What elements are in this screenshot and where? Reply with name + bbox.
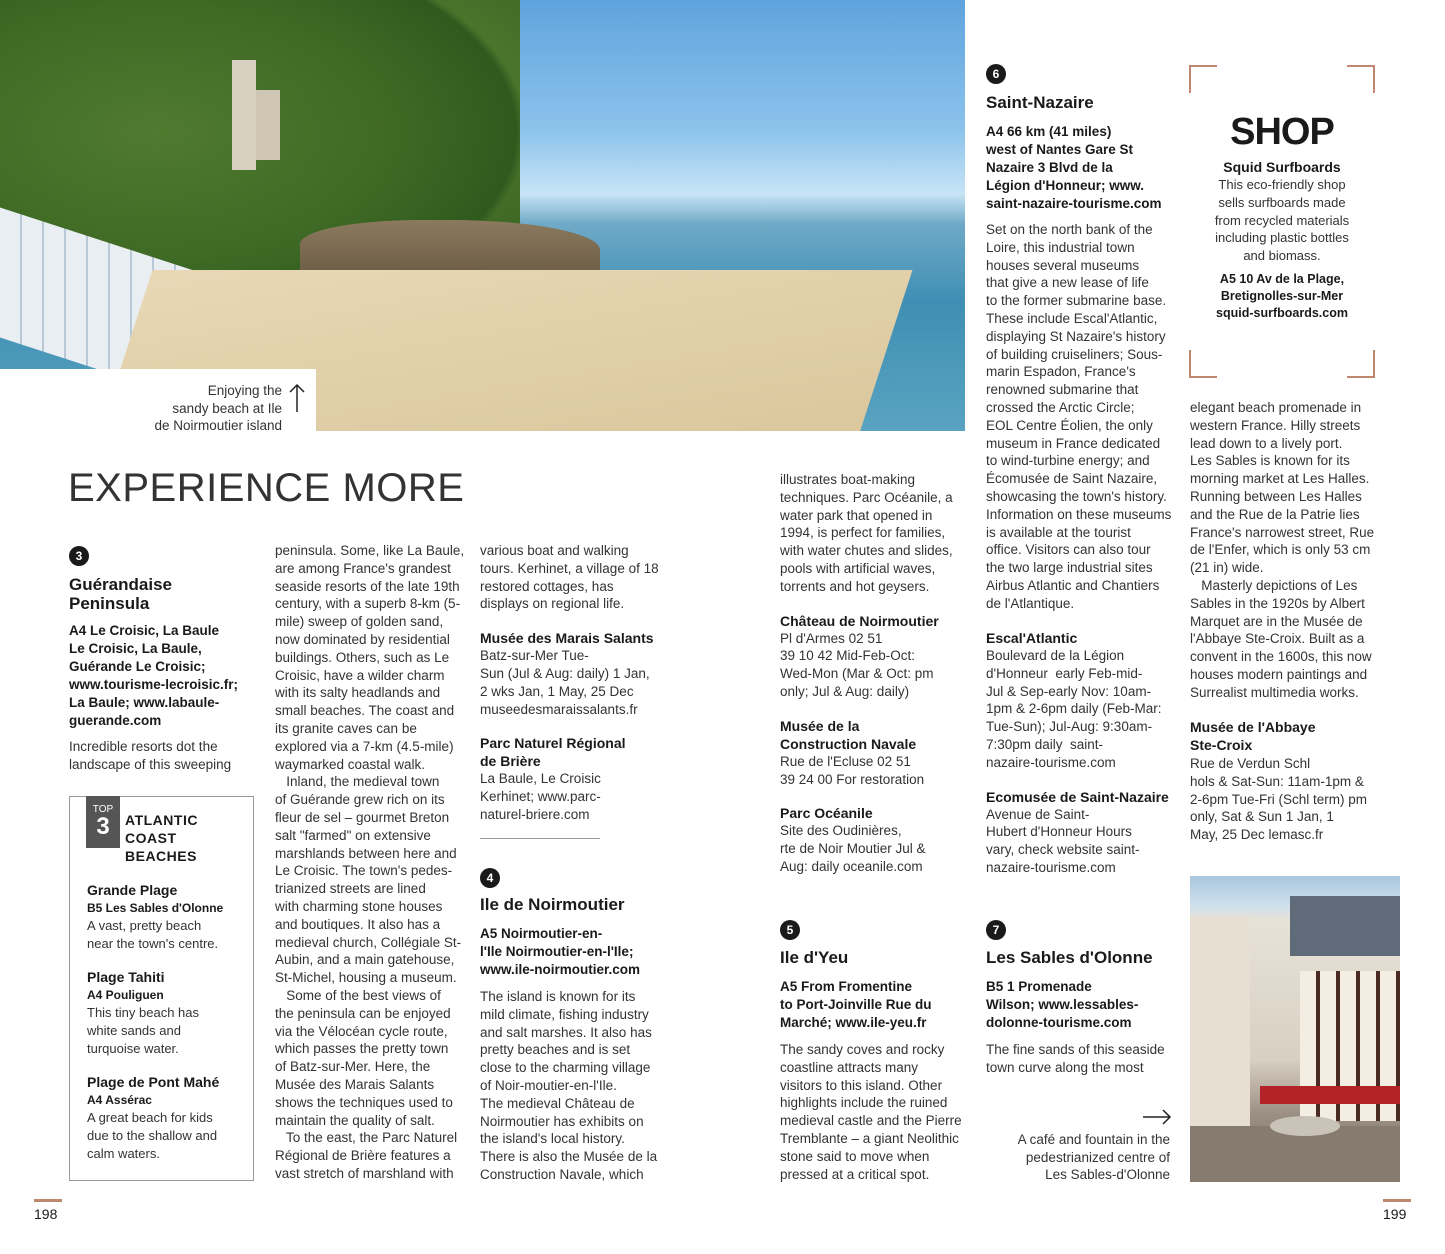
text-line: Marquet are in the Musée de (1190, 613, 1363, 629)
text-line: Tremblante – a giant Neolithic (780, 1130, 959, 1146)
text-line: of Batz-sur-Mer. Here, the (275, 1059, 431, 1075)
text-line: are among France's grandest (275, 560, 451, 576)
text-line: which passes the pretty town (275, 1041, 449, 1057)
listing-title: Parc Naturel Régional de Brière (480, 735, 626, 770)
text-line: marshlands between here and (275, 845, 457, 861)
text-line: houses modern paintings and (1190, 666, 1368, 682)
photo-caption: A café and fountain in the pedestrianized centre of Les Sables-d'Olonne (1017, 1132, 1170, 1182)
listing-info: Batz-sur-Mer Tue- Sun (Jul & Aug: daily) 1 Jan, 2 wks Jan, 1 May, 25 Dec museedesmaraissalants.fr (480, 648, 650, 717)
listing-info: Rue de l'Ecluse 02 51 39 24 00 For restoration (780, 753, 925, 787)
column-3 (480, 542, 675, 839)
entry-number: 7 (986, 920, 1006, 940)
entry-body (986, 221, 1176, 613)
text-line: France's narrowest street, Rue (1190, 524, 1375, 540)
text-line: Régional de Brière features a (275, 1148, 451, 1164)
text-line: the two large industrial sites (986, 560, 1153, 576)
text-line: There is also the Musée de la (480, 1149, 658, 1165)
shop-title: SHOP (1230, 111, 1334, 153)
text-line: (21 in) wide. (1190, 560, 1264, 576)
text-line: 7:30pm daily saint- (986, 736, 1104, 752)
listing-info (986, 647, 1176, 772)
text-line: convent in the 1600s, this now (1190, 649, 1372, 665)
photo-caption: Enjoying the sandy beach at Ile de Noirmoutier island (154, 383, 282, 433)
text-line: techniques. Parc Océanile, a (780, 489, 953, 505)
text-line: mile) sweep of golden sand, (275, 614, 444, 630)
text-line: museum in France dedicated (986, 435, 1161, 451)
shop-info: A5 10 Av de la Plage, Bretignolles-sur-Mer squid-surfboards.com (1216, 271, 1348, 320)
text-line: EOL Centre Éolien, the only (986, 417, 1153, 433)
text-line: medieval church, Collégiale St- (275, 934, 462, 950)
text-line: is available at the tourist (986, 524, 1131, 540)
text-line: explored via a 7-km (4.5-mile) (275, 738, 454, 754)
text-line: the island's local history. (480, 1131, 625, 1147)
text-line: de l'Atlantique. (986, 595, 1075, 611)
listing-title: Parc Océanile (780, 805, 873, 822)
entry-number: 6 (986, 64, 1006, 84)
text-line: Sables in the 1920s by Albert (1190, 595, 1365, 611)
text-line: via the Vélocéan cycle route, (275, 1023, 448, 1039)
text-line: Musée des Marais Salants (275, 1076, 435, 1092)
text-line: to wind-turbine energy; and (986, 453, 1150, 469)
column-3-intro: various boat and walking tours. Kerhinet, a village of 18 restored cottages, has displays on regional life. (480, 543, 659, 612)
text-line: Running between Les Halles (1190, 488, 1362, 504)
text-line: with water chutes and slides, (780, 543, 953, 559)
text-line: Some of the best views of (275, 987, 441, 1003)
text-line: Noirmoutier has exhibits on (480, 1113, 644, 1129)
entry-title: Guérandaise Peninsula (69, 575, 172, 613)
entry-body (480, 988, 680, 1184)
listing-info: La Baule, Le Croisic Kerhinet; www.parc- naturel-briere.com (480, 771, 601, 822)
text-line: d'Honneur early Feb-mid- (986, 665, 1143, 681)
text-line: to the former submarine base. (986, 293, 1167, 309)
page-marker (1383, 1199, 1411, 1202)
text-line: showcasing the town's history. (986, 488, 1167, 504)
entry-title: Ile d'Yeu (780, 948, 849, 967)
text-line: houses several museums (986, 257, 1140, 273)
text-line: These include Escal'Atlantic, (986, 310, 1158, 326)
text-line: displaying St Nazaire's history (986, 328, 1166, 344)
listing-title: Musée de l'Abbaye Ste-Croix (1190, 719, 1316, 753)
listing-title: Château de Noirmoutier (780, 612, 939, 629)
text-line: crossed the Arctic Circle; (986, 399, 1135, 415)
text-line: pretty beaches and is set (480, 1042, 631, 1058)
listing-title: Escal'Atlantic (986, 630, 1078, 646)
text-line: mild climate, fishing industry (480, 1006, 649, 1022)
text-line: de l'Enfer, which is only 53 cm (1190, 542, 1371, 558)
text-line: maintain the quality of salt. (275, 1112, 435, 1128)
text-line: and the Rue de la Patrie lies (1190, 506, 1360, 522)
text-line: Aubin, and a main gatehouse, (275, 952, 455, 968)
text-line: marin Espadon, France's (986, 364, 1136, 380)
entry-number: 4 (480, 868, 500, 888)
entry-info: A4 66 km (41 miles) west of Nantes Gare St Nazaire 3 Blvd de la Légion d'Honneur; www. saint-nazaire-tourisme.com (986, 124, 1162, 211)
text-line: visitors to this island. Other (780, 1077, 943, 1093)
text-line: Boulevard de la Légion (986, 648, 1125, 663)
text-line: waymarked coastal walk. (275, 756, 426, 772)
text-line: of Noir-moutier-en-l'Ile. (480, 1077, 617, 1093)
text-line: illustrates boat-making (780, 472, 916, 487)
top3-item: Grande Plage B5 Les Sables d'Olonne A vast, pretty beach near the town's centre. (87, 882, 224, 951)
text-line: pressed at a critical spot. (780, 1166, 930, 1182)
text-line: buildings. Others, such as Le (275, 649, 450, 665)
text-line: Surrealist multimedia works. (1190, 684, 1359, 700)
divider (480, 838, 600, 839)
column-4-intro (780, 471, 970, 596)
entry-body (780, 1041, 970, 1183)
text-line: Jul & Sep-early Nov: 10am- (986, 683, 1152, 699)
listing-title: Ecomusée de Saint-Nazaire (986, 788, 1169, 805)
entry-body: The fine sands of this seaside town curve along the most (986, 1042, 1165, 1075)
page-number-left: 198 (34, 1206, 58, 1222)
text-line: morning market at Les Halles. (1190, 471, 1370, 487)
listing-info: Pl d'Armes 02 51 39 10 42 Mid-Feb-Oct: Wed-Mon (Mar & Oct: pm only; Jul & Aug: daily) (780, 630, 934, 699)
text-line: lead down to a lively port. (1190, 435, 1343, 451)
text-line: office. Visitors can also tour (986, 542, 1151, 558)
listing-info: Rue de Verdun Schl hols & Sat-Sun: 11am-1pm & 2-6pm Tue-Fri (Schl term) pm only, Sat & Sun 1 Jan, 1 May, 25 Dec lemasc.fr (1190, 756, 1368, 843)
text-line: with charming stone houses (275, 898, 443, 914)
text-line: The sandy coves and rocky (780, 1042, 945, 1057)
text-line: salt "farmed" on extensive (275, 827, 431, 843)
shop-name: Squid Surfboards (1223, 159, 1341, 175)
entry-title: Saint-Nazaire (986, 93, 1094, 112)
entry-title: Les Sables d'Olonne (986, 948, 1153, 967)
text-line: of Guérande grew rich on its (275, 792, 445, 808)
text-line: vast stretch of marshland with (275, 1165, 454, 1181)
entry-title: Ile de Noirmoutier (480, 895, 625, 914)
text-line: pools with artificial waves, (780, 560, 936, 576)
text-line: 1pm & 2-6pm daily (Feb-Mar: (986, 701, 1162, 717)
town-photo (1190, 876, 1400, 1182)
entry-intro: Incredible resorts dot the landscape of this sweeping (69, 739, 232, 772)
text-line: Écomusée de Saint Nazaire, (986, 471, 1158, 487)
text-line: and salt marshes. It also has (480, 1024, 652, 1040)
text-line: medieval castle and the Pierre (780, 1113, 962, 1129)
beach-photo (0, 0, 965, 431)
text-line: close to the charming village (480, 1060, 651, 1076)
column-5-listings (986, 629, 1176, 877)
text-line: To the east, the Parc Naturel (275, 1130, 458, 1146)
text-line: St-Michel, housing a museum. (275, 970, 457, 986)
entry-info: A5 From Fromentine to Port-Joinville Rue du Marché; www.ile-yeu.fr (780, 979, 932, 1030)
text-line: Inland, the medieval town (275, 774, 440, 790)
listing-info: Site des Oudinières, rte de Noir Moutier Jul & Aug: daily oceanile.com (780, 823, 926, 874)
body-column-2 (275, 542, 465, 1183)
top3-item: Plage de Pont Mahé A4 Assérac A great beach for kids due to the shallow and calm waters. (87, 1074, 220, 1161)
section-title: EXPERIENCE MORE (68, 466, 465, 510)
text-line: the peninsula can be enjoyed (275, 1005, 451, 1021)
text-line: The island is known for its (480, 989, 636, 1004)
text-line: now dominated by residential (275, 631, 450, 647)
arrow-up-icon (288, 383, 306, 413)
entry-number: 3 (69, 546, 89, 566)
text-line: torrents and hot geysers. (780, 578, 930, 594)
text-line: Masterly depictions of Les (1190, 577, 1358, 593)
text-line: stone said to move when (780, 1148, 930, 1164)
text-line: highlights include the ruined (780, 1095, 948, 1111)
text-line: its granite caves can be (275, 720, 417, 736)
text-line: seaside resorts of the late 19th (275, 578, 460, 594)
text-line: of building cruiseliners; Sous- (986, 346, 1163, 362)
top3-title: ATLANTIC COAST BEACHES (125, 812, 198, 864)
column-4 (780, 471, 970, 876)
text-line: Airbus Atlantic and Chantiers (986, 577, 1160, 593)
text-line: nazaire-tourisme.com (986, 754, 1116, 770)
text-line: Set on the north bank of the (986, 222, 1153, 237)
listing-title: Musée des Marais Salants (480, 630, 654, 647)
text-line: Le Croisic. The town's pedes- (275, 863, 453, 879)
entry-info: A5 Noirmoutier-en- l'Ile Noirmoutier-en-l'Ile; www.ile-noirmoutier.com (480, 926, 641, 977)
top3-badge: TOP 3 (86, 796, 120, 848)
text-line: that give a new lease of life (986, 275, 1149, 291)
text-line: shows the techniques used to (275, 1094, 453, 1110)
listing-title: Musée de la Construction Navale (780, 717, 917, 752)
text-line: Croisic, have a wilder charm (275, 667, 445, 683)
text-line: The medieval Château de (480, 1095, 635, 1111)
text-line: fleur de sel – gourmet Breton (275, 809, 450, 825)
text-line: small beaches. The coast and (275, 703, 455, 719)
text-line: century, with a superb 8-km (5- (275, 596, 461, 612)
arrow-right-icon (1142, 1108, 1172, 1126)
text-line: Information on these museums (986, 506, 1172, 522)
text-line: Loire, this industrial town (986, 239, 1135, 255)
text-line: 1994, is perfect for families, (780, 525, 946, 541)
page-marker (34, 1199, 62, 1202)
text-line: Construction Navale, which (480, 1166, 644, 1182)
text-line: with its salty headlands and (275, 685, 441, 701)
body-column-6 (1190, 399, 1390, 702)
text-line: Tue-Sun); Jul-Aug: 9:30am- (986, 719, 1153, 735)
text-line: peninsula. Some, like La Baule, (275, 543, 465, 558)
text-line: renowned submarine that (986, 382, 1139, 398)
page-number-right: 199 (1383, 1206, 1407, 1222)
entry-info: B5 1 Promenade Wilson; www.lessables- dolonne-tourisme.com (986, 979, 1139, 1030)
entry-number: 5 (780, 920, 800, 940)
text-line: Les Sables is known for its (1190, 453, 1350, 469)
text-line: trianized streets are lined (275, 881, 426, 897)
listing-info: Avenue de Saint- Hubert d'Honneur Hours vary, check website saint- nazaire-tourisme.com (986, 806, 1140, 875)
top3-item: Plage Tahiti A4 Pouliguen This tiny beach has white sands and turquoise water. (87, 969, 200, 1056)
text-line: elegant beach promenade in (1190, 400, 1362, 415)
text-line: l'Abbaye Ste-Croix. Built as a (1190, 631, 1365, 647)
entry-info: A4 Le Croisic, La Baule Le Croisic, La Baule, Guérande Le Croisic; www.tourisme-lecroisic.fr; La Baule; www.labaule- guerande.com (69, 623, 239, 728)
text-line: coastline attracts many (780, 1059, 919, 1075)
shop-desc: This eco-friendly shop sells surfboards made from recycled materials including plastic bottles and biomass. (1214, 177, 1350, 264)
text-line: and boutiques. It also has a (275, 916, 441, 932)
text-line: western France. Hilly streets (1190, 417, 1361, 433)
text-line: water park that opened in (780, 507, 933, 523)
shop-box (1189, 65, 1375, 378)
